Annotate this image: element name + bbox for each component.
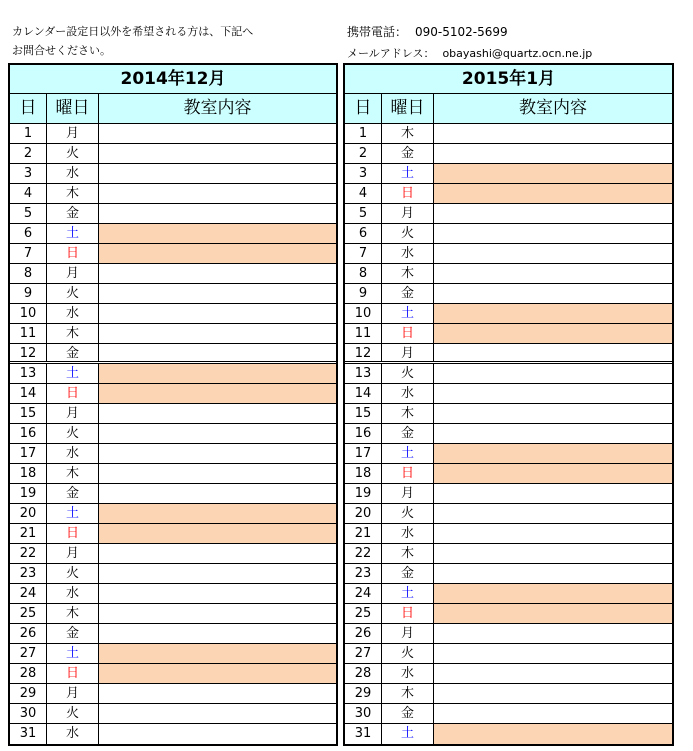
column-header-row [345, 94, 672, 124]
weekday-cell: 水 [382, 244, 434, 263]
day-row [345, 224, 672, 244]
weekday-cell: 土 [382, 304, 434, 323]
day-number: 28 [10, 664, 47, 683]
class-content-cell[interactable] [434, 544, 672, 563]
day-row [345, 604, 672, 624]
class-content-cell[interactable] [99, 504, 336, 523]
class-content-cell[interactable] [99, 484, 336, 503]
day-number: 17 [10, 444, 47, 463]
class-content-cell[interactable] [434, 164, 672, 183]
day-number: 3 [345, 164, 382, 183]
class-content-cell[interactable] [434, 584, 672, 603]
class-content-cell[interactable] [99, 124, 336, 143]
class-content-cell[interactable] [434, 324, 672, 343]
class-content-cell[interactable] [434, 644, 672, 663]
class-content-cell[interactable] [99, 644, 336, 663]
day-number: 7 [10, 244, 47, 263]
day-number: 24 [10, 584, 47, 603]
day-rows [10, 124, 336, 744]
weekday-cell: 日 [47, 664, 99, 683]
weekday-cell: 木 [382, 404, 434, 423]
class-content-cell[interactable] [434, 444, 672, 463]
weekday-cell: 月 [382, 344, 434, 361]
day-number: 27 [10, 644, 47, 663]
day-number: 21 [10, 524, 47, 543]
day-rows [345, 124, 672, 744]
day-row [345, 204, 672, 224]
class-content-cell[interactable] [99, 524, 336, 543]
weekday-cell: 土 [47, 504, 99, 523]
day-row [10, 724, 336, 744]
day-number: 4 [10, 184, 47, 203]
class-content-cell[interactable] [434, 244, 672, 263]
day-number: 22 [345, 544, 382, 563]
class-content-cell[interactable] [99, 324, 336, 343]
day-row [345, 584, 672, 604]
class-content-cell[interactable] [99, 264, 336, 283]
day-row [10, 624, 336, 644]
day-row [345, 344, 672, 364]
class-content-cell[interactable] [434, 364, 672, 383]
day-number: 14 [10, 384, 47, 403]
weekday-cell: 木 [382, 124, 434, 143]
day-number: 6 [10, 224, 47, 243]
weekday-cell: 月 [382, 624, 434, 643]
day-row [345, 444, 672, 464]
weekday-cell: 金 [382, 704, 434, 723]
weekday-cell: 土 [382, 444, 434, 463]
class-content-cell[interactable] [434, 384, 672, 403]
day-row [10, 604, 336, 624]
day-row [345, 464, 672, 484]
class-content-cell[interactable] [434, 404, 672, 423]
day-number: 12 [10, 344, 47, 361]
weekday-cell: 火 [47, 284, 99, 303]
weekday-cell: 日 [382, 324, 434, 343]
class-content-cell[interactable] [434, 464, 672, 483]
class-content-cell[interactable] [434, 184, 672, 203]
class-content-cell[interactable] [434, 204, 672, 223]
weekday-cell: 金 [47, 484, 99, 503]
day-row [345, 624, 672, 644]
weekday-cell: 木 [47, 604, 99, 623]
day-number: 14 [345, 384, 382, 403]
class-content-cell[interactable] [99, 664, 336, 683]
weekday-cell: 火 [47, 704, 99, 723]
day-row [10, 264, 336, 284]
weekday-cell: 土 [47, 224, 99, 243]
day-number: 18 [345, 464, 382, 483]
class-content-cell[interactable] [99, 424, 336, 443]
weekday-cell: 土 [47, 364, 99, 383]
column-header-content: 教室内容 [183, 98, 252, 118]
class-content-cell[interactable] [434, 144, 672, 163]
day-row [345, 504, 672, 524]
class-content-cell[interactable] [99, 564, 336, 583]
class-content-cell[interactable] [99, 404, 336, 423]
day-row [345, 704, 672, 724]
weekday-cell: 月 [47, 404, 99, 423]
class-content-cell[interactable] [99, 304, 336, 323]
class-content-cell[interactable] [99, 364, 336, 383]
day-number: 26 [345, 624, 382, 643]
day-number: 10 [10, 304, 47, 323]
class-content-cell[interactable] [434, 124, 672, 143]
weekday-cell: 月 [47, 264, 99, 283]
day-row [10, 664, 336, 684]
weekday-cell: 日 [47, 244, 99, 263]
day-row [345, 404, 672, 424]
phone-number[interactable]: 090-5102-5699 [415, 25, 508, 39]
day-number: 2 [345, 144, 382, 163]
day-row [10, 284, 336, 304]
day-number: 8 [10, 264, 47, 283]
day-number: 5 [10, 204, 47, 223]
weekday-cell: 水 [47, 304, 99, 323]
weekday-cell: 木 [382, 544, 434, 563]
day-number: 29 [10, 684, 47, 703]
day-number: 15 [345, 404, 382, 423]
class-content-cell[interactable] [434, 284, 672, 303]
class-content-cell[interactable] [99, 344, 336, 361]
class-content-cell[interactable] [99, 464, 336, 483]
day-row [10, 444, 336, 464]
class-content-cell[interactable] [99, 724, 336, 744]
column-header-weekday: 曜日 [382, 94, 434, 123]
day-row [345, 364, 672, 384]
class-content-cell[interactable] [434, 604, 672, 623]
weekday-cell: 金 [47, 204, 99, 223]
weekday-cell: 木 [47, 184, 99, 203]
day-row [345, 284, 672, 304]
class-content-cell[interactable] [434, 684, 672, 703]
day-number: 23 [345, 564, 382, 583]
day-row [345, 724, 672, 744]
day-number: 28 [345, 664, 382, 683]
day-row [10, 584, 336, 604]
day-number: 15 [10, 404, 47, 423]
class-content-cell[interactable] [434, 624, 672, 643]
weekday-cell: 土 [47, 644, 99, 663]
class-content-cell[interactable] [99, 184, 336, 203]
calendar-january-2015 [343, 63, 674, 746]
day-number: 25 [10, 604, 47, 623]
class-content-cell[interactable] [99, 204, 336, 223]
weekday-cell: 金 [382, 424, 434, 443]
day-number: 20 [10, 504, 47, 523]
weekday-cell: 月 [47, 684, 99, 703]
class-content-cell[interactable] [99, 144, 336, 163]
weekday-cell: 火 [382, 644, 434, 663]
weekday-cell: 木 [382, 684, 434, 703]
day-number: 25 [345, 604, 382, 623]
weekday-cell: 火 [382, 364, 434, 383]
class-content-cell[interactable] [434, 344, 672, 361]
day-row [10, 124, 336, 144]
class-content-cell[interactable] [434, 664, 672, 683]
day-row [345, 664, 672, 684]
day-row [10, 684, 336, 704]
day-row [10, 184, 336, 204]
day-number: 19 [345, 484, 382, 503]
class-content-cell[interactable] [99, 584, 336, 603]
weekday-cell: 木 [47, 464, 99, 483]
weekday-cell: 金 [47, 344, 99, 361]
day-number: 7 [345, 244, 382, 263]
day-row [345, 304, 672, 324]
weekday-cell: 金 [382, 564, 434, 583]
day-number: 11 [10, 324, 47, 343]
calendar-december-2014 [8, 63, 338, 746]
day-number: 8 [345, 264, 382, 283]
day-row [10, 644, 336, 664]
day-row [345, 424, 672, 444]
day-number: 31 [345, 724, 382, 744]
weekday-cell: 水 [47, 724, 99, 744]
weekday-cell: 金 [382, 284, 434, 303]
day-number: 18 [10, 464, 47, 483]
day-row [10, 164, 336, 184]
weekday-cell: 木 [382, 264, 434, 283]
column-header-day: 日 [345, 94, 382, 123]
day-number: 4 [345, 184, 382, 203]
class-content-cell[interactable] [434, 224, 672, 243]
class-content-cell[interactable] [99, 604, 336, 623]
day-row [345, 564, 672, 584]
weekday-cell: 火 [47, 144, 99, 163]
day-number: 20 [345, 504, 382, 523]
day-row [345, 264, 672, 284]
day-row [10, 344, 336, 364]
weekday-cell: 土 [382, 724, 434, 744]
day-number: 9 [10, 284, 47, 303]
day-number: 26 [10, 624, 47, 643]
day-row [345, 644, 672, 664]
day-number: 24 [345, 584, 382, 603]
day-number: 1 [345, 124, 382, 143]
day-row [345, 684, 672, 704]
weekday-cell: 月 [47, 544, 99, 563]
weekday-cell: 水 [382, 664, 434, 683]
notice-line-1: カレンダー設定日以外を希望される方は、下記へ [12, 25, 254, 38]
notice-line-2: お問合せください。 [12, 44, 111, 57]
day-number: 29 [345, 684, 382, 703]
weekday-cell: 日 [47, 384, 99, 403]
class-content-cell[interactable] [99, 444, 336, 463]
class-content-cell[interactable] [99, 164, 336, 183]
weekday-cell: 火 [382, 224, 434, 243]
class-content-cell[interactable] [434, 504, 672, 523]
class-content-cell[interactable] [434, 724, 672, 744]
day-number: 10 [345, 304, 382, 323]
day-number: 23 [10, 564, 47, 583]
day-row [345, 324, 672, 344]
day-row [10, 224, 336, 244]
day-row [10, 244, 336, 264]
day-row [10, 544, 336, 564]
class-content-cell[interactable] [434, 524, 672, 543]
day-row [345, 484, 672, 504]
day-row [10, 424, 336, 444]
weekday-cell: 月 [382, 484, 434, 503]
day-row [10, 324, 336, 344]
weekday-cell: 土 [382, 584, 434, 603]
class-content-cell[interactable] [99, 624, 336, 643]
class-content-cell[interactable] [434, 424, 672, 443]
day-row [10, 364, 336, 384]
class-content-cell[interactable] [434, 564, 672, 583]
day-number: 30 [10, 704, 47, 723]
weekday-cell: 土 [382, 164, 434, 183]
phone-label: 携帯電話： [347, 25, 408, 39]
weekday-cell: 火 [47, 564, 99, 583]
weekday-cell: 日 [382, 604, 434, 623]
column-header-row [10, 94, 336, 124]
day-number: 16 [10, 424, 47, 443]
day-row [10, 504, 336, 524]
weekday-cell: 水 [382, 384, 434, 403]
notice-text [12, 22, 253, 60]
column-header-content: 教室内容 [519, 98, 587, 118]
class-content-cell[interactable] [99, 284, 336, 303]
class-content-cell[interactable] [434, 264, 672, 283]
class-content-cell[interactable] [434, 304, 672, 323]
day-number: 1 [10, 124, 47, 143]
weekday-cell: 水 [382, 524, 434, 543]
email-label: メールアドレス： [347, 47, 435, 60]
weekday-cell: 日 [382, 184, 434, 203]
day-row [345, 144, 672, 164]
class-content-cell[interactable] [434, 484, 672, 503]
day-number: 13 [10, 364, 47, 383]
day-number: 27 [345, 644, 382, 663]
day-number: 12 [345, 344, 382, 361]
day-number: 30 [345, 704, 382, 723]
day-row [10, 404, 336, 424]
day-row [10, 204, 336, 224]
day-row [345, 124, 672, 144]
weekday-cell: 月 [382, 204, 434, 223]
class-content-cell[interactable] [99, 544, 336, 563]
weekday-cell: 水 [47, 444, 99, 463]
day-row [10, 384, 336, 404]
weekday-cell: 水 [47, 164, 99, 183]
weekday-cell: 日 [382, 464, 434, 483]
column-header-weekday: 曜日 [47, 94, 99, 123]
day-number: 13 [345, 364, 382, 383]
class-content-cell[interactable] [99, 244, 336, 263]
weekday-cell: 金 [47, 624, 99, 643]
class-content-cell[interactable] [99, 384, 336, 403]
month-title: 2014年12月 [10, 65, 336, 94]
weekday-cell: 木 [47, 324, 99, 343]
day-number: 16 [345, 424, 382, 443]
day-number: 2 [10, 144, 47, 163]
day-row [10, 464, 336, 484]
day-row [10, 704, 336, 724]
class-content-cell[interactable] [99, 224, 336, 243]
day-row [345, 544, 672, 564]
day-row [10, 304, 336, 324]
day-number: 19 [10, 484, 47, 503]
day-number: 17 [345, 444, 382, 463]
email-address[interactable]: obayashi@quartz.ocn.ne.jp [442, 47, 593, 60]
day-row [345, 524, 672, 544]
day-number: 6 [345, 224, 382, 243]
day-number: 11 [345, 324, 382, 343]
day-number: 21 [345, 524, 382, 543]
class-content-cell[interactable] [99, 684, 336, 703]
weekday-cell: 日 [47, 524, 99, 543]
column-header-day: 日 [10, 94, 47, 123]
day-number: 31 [10, 724, 47, 744]
day-number: 9 [345, 284, 382, 303]
weekday-cell: 火 [47, 424, 99, 443]
day-row [345, 244, 672, 264]
weekday-cell: 月 [47, 124, 99, 143]
day-row [345, 384, 672, 404]
day-number: 5 [345, 204, 382, 223]
class-content-cell[interactable] [434, 704, 672, 723]
weekday-cell: 金 [382, 144, 434, 163]
day-row [10, 484, 336, 504]
weekday-cell: 火 [382, 504, 434, 523]
day-row [10, 564, 336, 584]
day-row [10, 144, 336, 164]
month-title: 2015年1月 [345, 65, 672, 94]
day-row [10, 524, 336, 544]
day-number: 22 [10, 544, 47, 563]
day-number: 3 [10, 164, 47, 183]
class-content-cell[interactable] [99, 704, 336, 723]
weekday-cell: 水 [47, 584, 99, 603]
day-row [345, 164, 672, 184]
day-row [345, 184, 672, 204]
contact-info [347, 22, 592, 64]
